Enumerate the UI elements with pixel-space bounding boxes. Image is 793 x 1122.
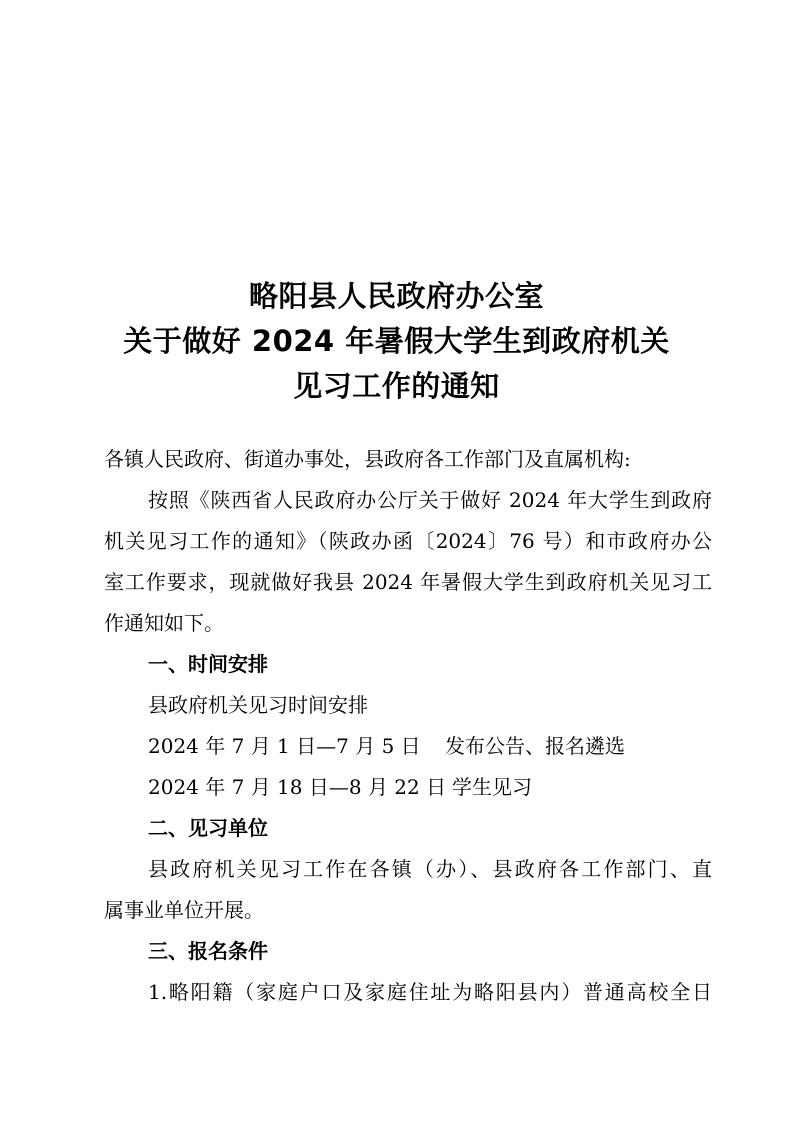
schedule-subtitle: 县政府机关见习时间安排: [148, 693, 368, 717]
schedule-event-2: 学生见习: [452, 775, 532, 799]
requirements-line-1: 1.略阳籍（家庭户口及家庭住址为略阳县内）普通高校全日: [148, 980, 712, 1004]
document-title-line-2: 关于做好 2024 年暑假大学生到政府机关: [123, 324, 670, 358]
intro-line-3: 室工作要求，现就做好我县 2024 年暑假大学生到政府机关见习工: [104, 570, 712, 594]
section-heading-requirements: 三、报名条件: [148, 939, 268, 963]
salutation: 各镇人民政府、街道办事处，县政府各工作部门及直属机构:: [104, 447, 631, 471]
document-title-line-1: 略阳县人民政府办公室: [248, 279, 544, 313]
schedule-event-1: 发布公告、报名遴选: [445, 734, 625, 758]
intro-line-4: 作通知如下。: [104, 611, 224, 635]
units-line-1: 县政府机关见习工作在各镇（办）、县政府各工作部门、直: [148, 857, 712, 881]
document-title-line-3: 见习工作的通知: [293, 369, 500, 403]
intro-line-1: 按照《陕西省人民政府办公厅关于做好 2024 年大学生到政府: [148, 488, 712, 512]
section-heading-units: 二、见习单位: [148, 816, 268, 840]
section-heading-schedule: 一、时间安排: [148, 652, 268, 676]
units-line-2: 属事业单位开展。: [104, 898, 264, 922]
intro-line-2: 机关见习工作的通知》（陕政办函〔2024〕76 号）和市政府办公: [104, 529, 712, 553]
schedule-date-2: 2024 年 7 月 18 日—8 月 22 日: [148, 775, 447, 799]
schedule-date-1: 2024 年 7 月 1 日—7 月 5 日: [148, 734, 421, 758]
